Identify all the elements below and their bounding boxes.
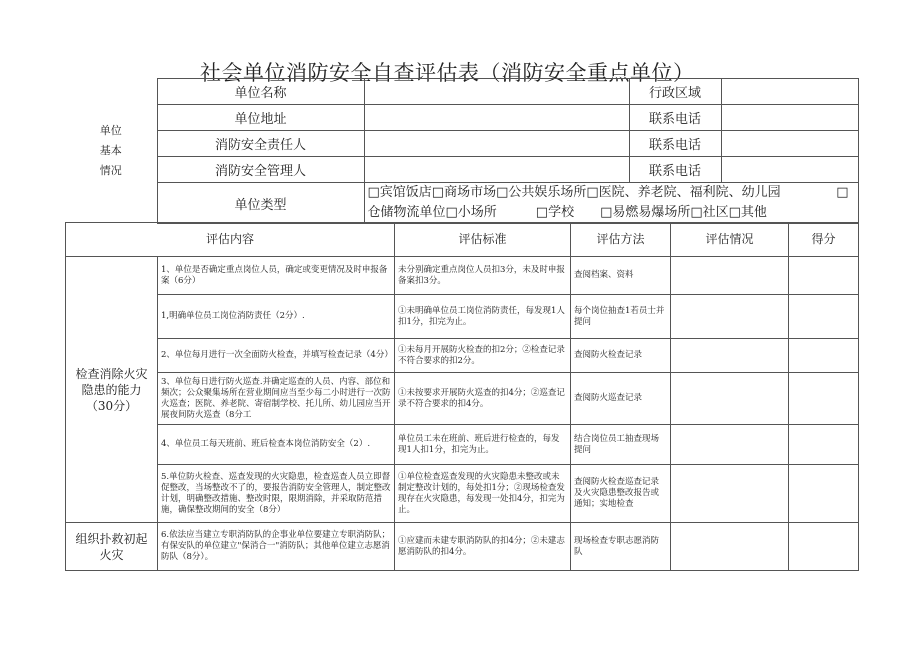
basic-info-table xyxy=(65,78,859,224)
score-cell[interactable] xyxy=(789,257,859,295)
status-cell[interactable] xyxy=(671,523,789,571)
standard-cell: ①单位检查巡查发现的火灾隐患未整改或未制定整改计划的，每处扣1分；②现场检查发现存在火灾隐患，每发现一处扣4分，扣完为止。 xyxy=(395,465,571,523)
score-cell[interactable] xyxy=(789,465,859,523)
phone-value-3[interactable] xyxy=(721,157,858,183)
unit-name-label: 单位名称 xyxy=(157,79,364,105)
evaluation-table xyxy=(65,222,859,571)
method-cell: 结合岗位员工抽查现场提问 xyxy=(571,425,671,465)
unit-type-line-1: □宾馆饭店□商场市场□公共娱乐场所□医院、养老院、福利院、幼儿园 xyxy=(367,185,781,200)
header-method: 评估方法 xyxy=(571,223,671,257)
phone-value-1[interactable] xyxy=(721,105,858,131)
manager-label: 消防安全管理人 xyxy=(157,157,364,183)
phone-label-2: 联系电话 xyxy=(629,131,721,157)
status-cell[interactable] xyxy=(671,295,789,339)
content-cell: 6.依法应当建立专职消防队的企事业单位要建立专职消防队；有保安队的单位建立"保消合一"消防队；其他单位建立志愿消防队（8分）。 xyxy=(158,523,395,571)
score-cell[interactable] xyxy=(789,373,859,425)
method-cell: 查阅防火检查巡查记录及火灾隐患整改报告或通知；实地检查 xyxy=(571,465,671,523)
manager-value[interactable] xyxy=(364,157,629,183)
header-content: 评估内容 xyxy=(66,223,395,257)
method-cell: 查阅档案、资料 xyxy=(571,257,671,295)
standard-cell: ①未明确单位员工岗位消防责任，每发现1人扣1分，扣完为止。 xyxy=(395,295,571,339)
standard-cell: 未分别确定重点岗位人员扣3分，未及时申报备案扣3分。 xyxy=(395,257,571,295)
section-name: 组织扑救初起火灾 xyxy=(66,523,158,571)
content-cell: 3、单位每日进行防火巡查.并确定巡查的人员、内容、部位和频次；公众聚集场所在营业期间应当至少每二小时进行一次防火巡查；医院、养老院、寄宿制学校、托儿所、幼儿园应当开展夜间防火巡查（8分工 xyxy=(158,373,395,425)
unit-name-value[interactable] xyxy=(364,79,629,105)
status-cell[interactable] xyxy=(671,425,789,465)
method-cell: 查阅防火检查记录 xyxy=(571,339,671,373)
score-cell[interactable] xyxy=(789,425,859,465)
standard-cell: ①未按要求开展防火巡查的扣4分；②巡查记录不符合要求的扣4分。 xyxy=(395,373,571,425)
responsible-value[interactable] xyxy=(364,131,629,157)
method-cell: 现场检查专职志愿消防队 xyxy=(571,523,671,571)
section-name: 检查消除火灾隐患的能力（30分） xyxy=(66,257,158,523)
unit-type-options[interactable] xyxy=(364,183,858,224)
content-cell: 4、单位员工每天班前、班后检查本岗位消防安全（2）. xyxy=(158,425,395,465)
header-status: 评估情况 xyxy=(671,223,789,257)
standard-cell: ①未每月开展防火检查的扣2分；②检查记录不符合要求的扣2分。 xyxy=(395,339,571,373)
region-label: 行政区域 xyxy=(629,79,721,105)
content-cell: 1、单位是否确定重点岗位人员，确定或变更情况及时申报备案（6分） xyxy=(158,257,395,295)
score-cell[interactable] xyxy=(789,339,859,373)
header-score: 得分 xyxy=(789,223,859,257)
content-cell: 5.单位防火检查、巡查发现的火灾隐患，检查巡查人员立即督促整改，当场整改不了的，要报告消防安全管理人，制定整改计划，明确整改措施、整改时限，限期消除，并采取防范措施，确保整改期间的安全（8分） xyxy=(158,465,395,523)
phone-value-2[interactable] xyxy=(721,131,858,157)
status-cell[interactable] xyxy=(671,373,789,425)
phone-label-3: 联系电话 xyxy=(629,157,721,183)
content-cell: 2、单位每月进行一次全面防火检查，并填写检查记录（4分） xyxy=(158,339,395,373)
header-standard: 评估标准 xyxy=(395,223,571,257)
unit-type-label: 单位类型 xyxy=(157,183,364,224)
responsible-label: 消防安全责任人 xyxy=(157,131,364,157)
address-value[interactable] xyxy=(364,105,629,131)
status-cell[interactable] xyxy=(671,257,789,295)
standard-cell: ①应建而未建专职消防队的扣4分；②未建志愿消防队的扣4分。 xyxy=(395,523,571,571)
score-cell[interactable] xyxy=(789,523,859,571)
basic-section-label: 单位 基本 情况 xyxy=(65,79,157,224)
unit-type-line-1-end[interactable]: □ xyxy=(836,185,849,200)
region-value[interactable] xyxy=(721,79,858,105)
page-title: 社会单位消防安全自查评估表（消防安全重点单位） xyxy=(200,61,695,85)
standard-cell: 单位员工未在班前、班后进行检查的，每发现1人扣1分，扣完为止。 xyxy=(395,425,571,465)
method-cell: 每个岗位抽查1若员士并提问 xyxy=(571,295,671,339)
phone-label-1: 联系电话 xyxy=(629,105,721,131)
score-cell[interactable] xyxy=(789,295,859,339)
method-cell: 查阅防火巡查记录 xyxy=(571,373,671,425)
address-label: 单位地址 xyxy=(157,105,364,131)
unit-type-line-2: 仓储物流单位□小场所 □学校 □易燃易爆场所□社区□其他 xyxy=(367,205,767,220)
status-cell[interactable] xyxy=(671,339,789,373)
content-cell: 1,明确单位员工岗位消防责任（2分）. xyxy=(158,295,395,339)
status-cell[interactable] xyxy=(671,465,789,523)
